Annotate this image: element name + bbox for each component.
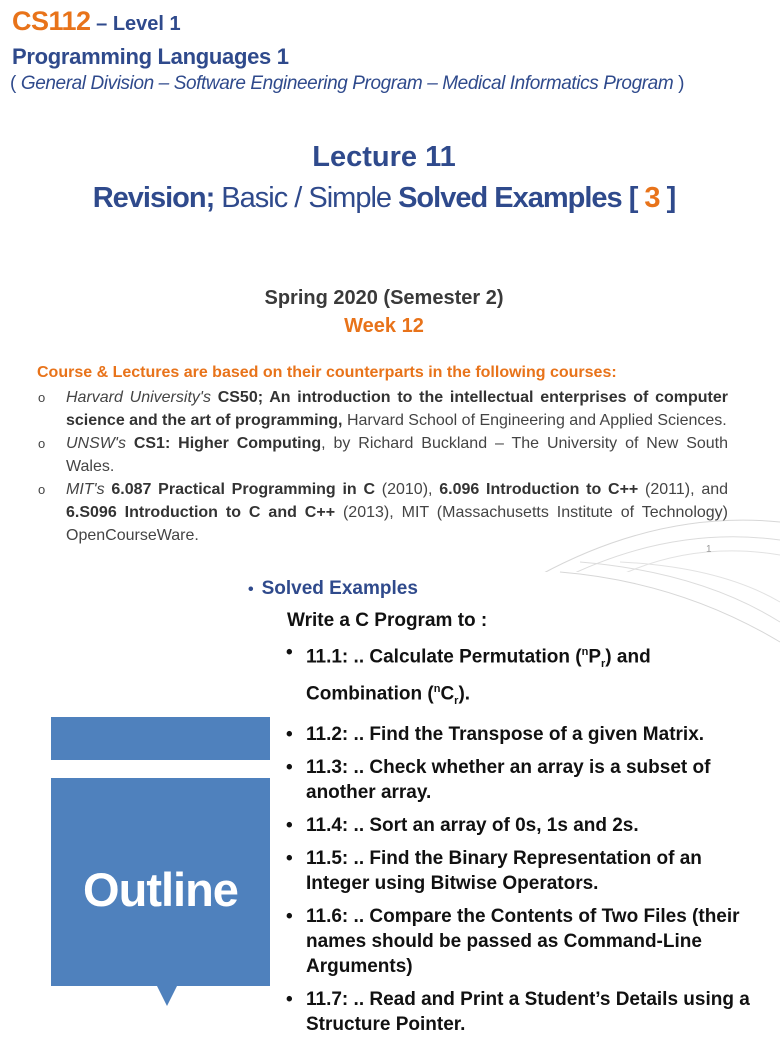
example-item [284,755,764,805]
outline-box [51,778,270,986]
intro-text: Write a C Program to : [287,610,488,631]
reference-detail: , by Richard Buckland – The University of New South Wales. [66,435,729,475]
decorative-arcs [560,562,780,652]
example-item [284,813,764,838]
division-line [10,73,684,95]
title-revision: Revision; [92,182,215,214]
reference-course: 6.096 Introduction to C++ [439,481,639,498]
reference-course: 6.S096 Introduction to C and C++ [66,504,336,521]
title-bracket-open: [ [621,182,645,214]
example-text: 11.2: .. Find the Transpose of a given Matrix. [306,724,705,746]
reference-list [38,386,728,547]
course-header [12,6,181,37]
circle-bullet-icon: o [38,436,46,451]
example-item [284,904,764,979]
course-name: Programming Languages 1 [12,44,289,69]
superscript-n: n [581,646,589,658]
example-item [284,640,764,714]
section-heading [248,578,418,600]
reference-item [38,432,728,478]
bullet-icon: • [286,848,293,870]
reference-detail: (2011), and [638,481,729,498]
outline-slide [0,572,768,1036]
title-part-number: 3 [644,182,660,214]
page-number: 1 [706,544,712,555]
bullet-icon: • [286,815,293,837]
reference-institution: MIT's [66,481,112,498]
based-on-heading: Course & Lectures are based on their counterparts in the following courses: [37,364,617,381]
reference-detail: (2013), MIT (Massachusetts Institute of Technology) OpenCourseWare. [66,504,729,544]
course-level: – Level 1 [90,13,181,35]
bullet-icon: • [286,724,293,746]
reference-course: 6.087 Practical Programming in C [111,481,375,498]
example-item [284,987,764,1037]
reference-course: CS1: Higher Computing [133,435,322,452]
bullet-icon: • [286,757,293,779]
division-close-paren: ) [673,73,685,94]
examples-list [284,640,764,1045]
circle-bullet-icon: o [38,482,46,497]
example-text: ) and Combination ( [306,646,651,705]
reference-detail: (2010), [375,481,440,498]
week: Week 12 [344,315,424,337]
example-text: P [588,646,602,668]
bullet-icon: • [286,642,293,663]
title-solved-examples: Solved Examples [398,182,622,214]
outline-top-bar [51,717,270,760]
example-text: 11.4: .. Sort an array of 0s, 1s and 2s. [306,815,639,837]
reference-institution: Harvard University's [66,389,218,406]
example-text: ). [458,683,471,705]
reference-institution: UNSW's [66,435,134,452]
bullet-icon: • [286,989,293,1011]
example-text: C [440,683,455,705]
example-text: 11.3: .. Check whether an array is a subset of another array. [306,757,711,804]
superscript-n: n [433,683,441,696]
division-open-paren: ( [10,73,21,94]
title-basic-simple: Basic / Simple [214,182,399,214]
subscript-r: r [601,658,606,671]
reference-item [38,386,728,432]
subscript-r: r [454,695,459,708]
lecture-title [0,182,768,215]
example-item [284,846,764,896]
example-text: 11.6: .. Compare the Contents of Two Files (their names should be passed as Command-Line Arguments) [306,906,740,978]
example-text: 11.5: .. Find the Binary Representation of an Integer using Bitwise Operators. [306,848,702,895]
division-text: General Division – Software Engineering Program – Medical Informatics Program [20,73,674,94]
reference-course: CS50; An introduction to the intellectual enterprises of computer science and the art of programming, [66,389,728,429]
semester: Spring 2020 (Semester 2) [264,287,504,309]
title-bracket-close: ] [659,182,676,214]
course-code: CS112 [12,6,91,36]
lecture-number: Lecture 11 [312,141,456,173]
section-heading-text: Solved Examples [261,578,418,599]
example-item [284,722,764,747]
example-text: 11.7: .. Read and Print a Student’s Details using a Structure Pointer. [306,989,750,1036]
reference-item [38,478,728,547]
reference-detail: Harvard School of Engineering and Applied Sciences. [342,412,727,429]
outline-pointer-icon [157,986,177,1006]
bullet-icon: • [286,906,293,928]
bullet-icon: • [248,581,254,598]
circle-bullet-icon: o [38,390,46,405]
outline-label: Outline [83,863,238,916]
example-text: 11.1: .. Calculate Permutation ( [306,646,582,668]
